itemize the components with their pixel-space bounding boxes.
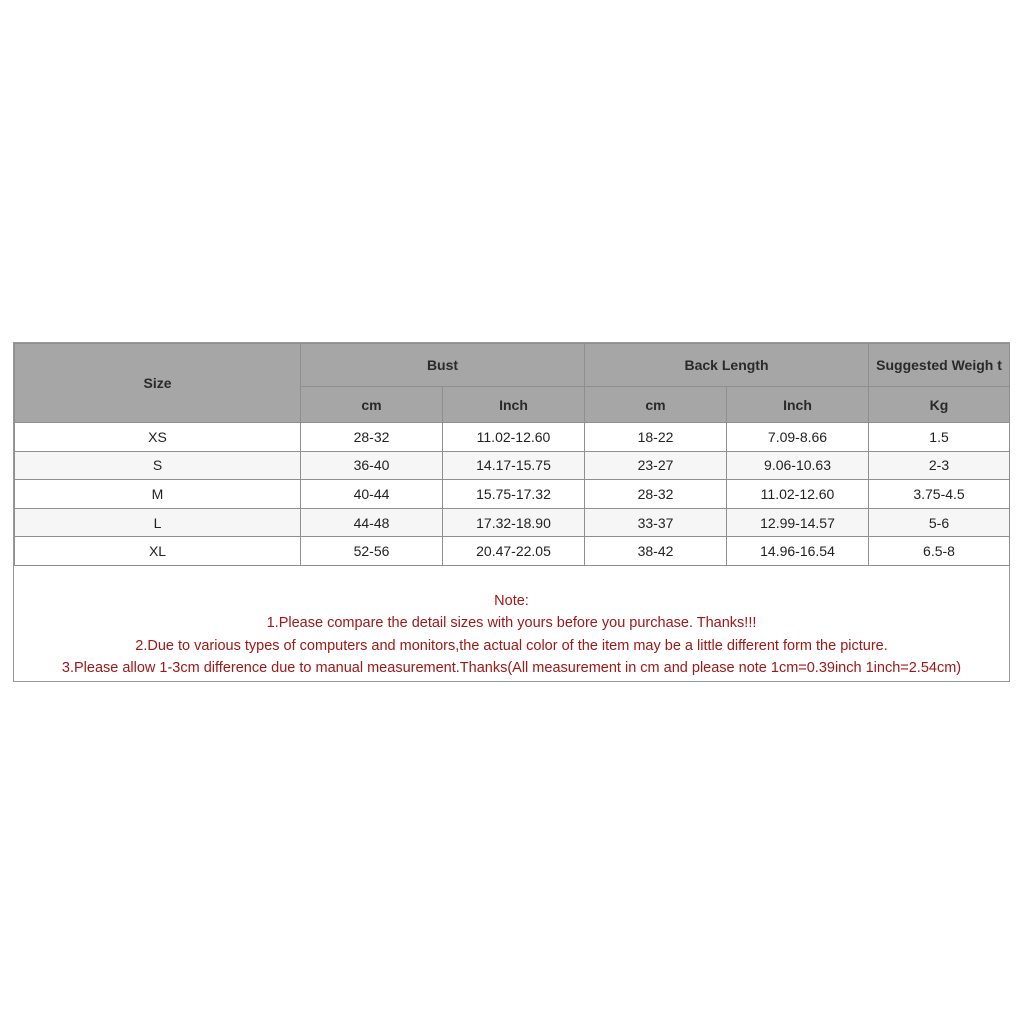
header-size: Size [15,344,301,423]
cell-bust-inch: 14.17-15.75 [443,451,585,480]
cell-bust-inch: 15.75-17.32 [443,480,585,509]
cell-bust-inch: 20.47-22.05 [443,537,585,566]
cell-bust-cm: 44-48 [301,508,443,537]
cell-back-inch: 11.02-12.60 [727,480,869,509]
table-row [15,423,1010,452]
cell-bust-cm: 52-56 [301,537,443,566]
cell-weight-kg: 2-3 [869,451,1010,480]
cell-back-cm: 23-27 [585,451,727,480]
table-row [15,480,1010,509]
cell-bust-inch: 17.32-18.90 [443,508,585,537]
table-row [15,537,1010,566]
header-bust-inch: Inch [443,387,585,423]
cell-size: XL [15,537,301,566]
cell-back-cm: 18-22 [585,423,727,452]
size-table [14,343,1010,566]
header-bust: Bust [301,344,585,387]
cell-back-cm: 33-37 [585,508,727,537]
cell-back-inch: 12.99-14.57 [727,508,869,537]
header-bust-cm: cm [301,387,443,423]
header-suggested-weight: Suggested Weigh t [869,344,1010,387]
cell-size: XS [15,423,301,452]
cell-back-cm: 38-42 [585,537,727,566]
header-back-length: Back Length [585,344,869,387]
size-chart [13,342,1010,682]
notes-section [14,566,1009,680]
cell-bust-cm: 28-32 [301,423,443,452]
note-title: Note: [494,592,529,609]
cell-back-inch: 7.09-8.66 [727,423,869,452]
cell-weight-kg: 5-6 [869,508,1010,537]
cell-bust-cm: 36-40 [301,451,443,480]
cell-back-cm: 28-32 [585,480,727,509]
note-line-1: 1.Please compare the detail sizes with yours before you purchase. Thanks!!! [266,615,757,632]
header-weight-kg: Kg [869,387,1010,423]
cell-bust-inch: 11.02-12.60 [443,423,585,452]
cell-size: L [15,508,301,537]
cell-back-inch: 9.06-10.63 [727,451,869,480]
header-row-main [15,344,1010,387]
cell-back-inch: 14.96-16.54 [727,537,869,566]
table-row [15,451,1010,480]
note-line-2: 2.Due to various types of computers and monitors,the actual color of the item may be a little different form the picture. [135,637,888,654]
cell-size: S [15,451,301,480]
cell-size: M [15,480,301,509]
table-row [15,508,1010,537]
header-back-cm: cm [585,387,727,423]
cell-weight-kg: 3.75-4.5 [869,480,1010,509]
cell-weight-kg: 1.5 [869,423,1010,452]
cell-bust-cm: 40-44 [301,480,443,509]
note-line-3: 3.Please allow 1-3cm difference due to manual measurement.Thanks(All measurement in cm and please note 1cm=0.39inch 1inch=2.54cm) [61,660,962,677]
header-back-inch: Inch [727,387,869,423]
cell-weight-kg: 6.5-8 [869,537,1010,566]
